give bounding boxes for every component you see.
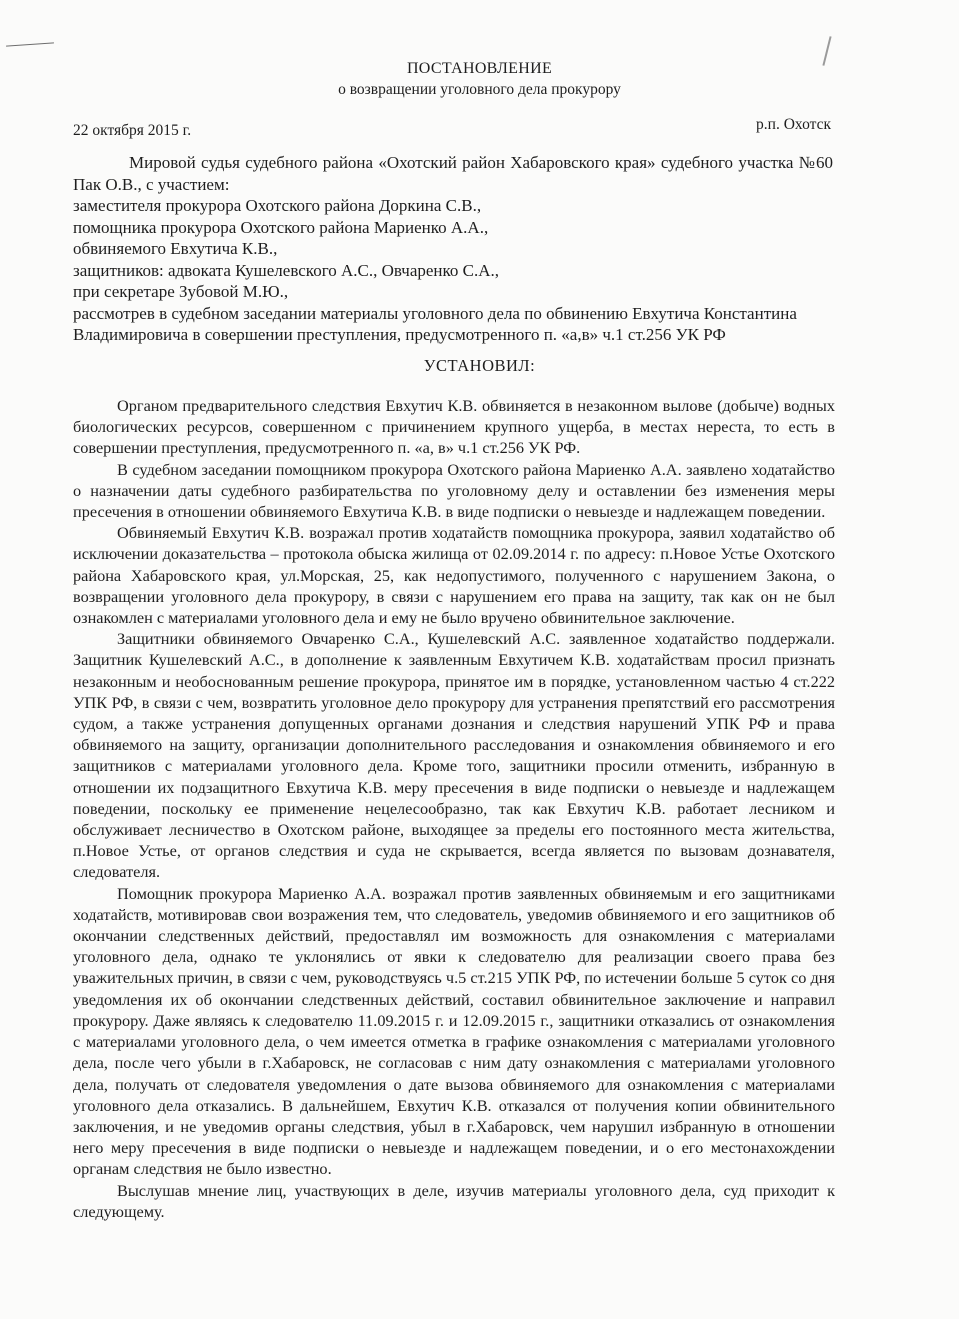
scan-artifact-mark [6,42,54,46]
document-date: 22 октября 2015 г. [73,122,192,139]
document-place: р.п. Охотск [756,116,831,133]
intro-line: рассмотрев в судебном заседании материалы уголовного дела по обвинению Евхутича Константина [73,303,797,323]
intro-line: при секретаре Зубовой М.Ю., [73,282,289,301]
document-body [73,395,835,1222]
intro-line: обвиняемого Евхутича К.В., [73,239,278,258]
intro-block [73,152,833,346]
intro-line: помощника прокурора Охотского района Мариенко А.А., [73,217,489,237]
body-paragraph: Выслушав мнение лиц, участвующих в деле, изучив материалы уголовного дела, суд приходит к следующему. [73,1180,835,1221]
intro-line: заместителя прокурора Охотского района Доркина С.В., [73,196,482,215]
intro-line: защитников: адвоката Кушелевского А.С., Овчаренко С.А., [73,260,500,280]
document-title: ПОСТАНОВЛЕНИЕ [406,60,553,77]
body-paragraph: В судебном заседании помощником прокурора Охотского района Мариенко А.А. заявлено ходатайство о назначении даты судебного разбирательства по уголовному делу и оставлении без изменения меры пресечения в отношении обвиняемого Евхутича К.В. в виде подписки о невыезде и надлежащем поведении. [73,459,835,522]
body-paragraph: Помощник прокурора Мариенко А.А. возражал против заявленных обвиняемым и его защитниками ходатайств, мотивировав свои возражения тем, что следователь, уведомив обвиняемого и его защитников об окончании следственных действий, предоставлял им возможность для ознакомления с материалами уголовного дела, однако те уклонялись от явки к следователю для реализации своего права без уважительных причин, в связи с чем, руководствуясь ч.5 ст.215 УПК РФ, по истечении больше 5 суток со дня уведомления их об окончании следственных действий, составил обвинительное заключение и направил прокурору. Даже являясь к следователю 11.09.2015 г. и 12.09.2015 г., защитники отказались от ознакомления с материалами уголовного дела, о чем имеется отметка в графике ознакомления с материалами уголовного дела, после чего убыли в г.Хабаровск, не согласовав с ним дату ознакомления с материалами уголовного дела, получать от следователя уведомления о дате вызова обвиняемого для ознакомления с материалами уголовного дела отказались. В дальнейшем, Евхутич К.В. отказался от получения копии обвинительного заключения, и не уведомив органы следствия, убыл в г.Хабаровск, чем нарушил избранную в отношении него меру пресечения в виде подписки о невыезде и надлежащем поведении, и о его местонахождении органам следствия не было известно. [73,883,835,1179]
document-subtitle: о возвращении уголовного дела прокурору [338,81,621,98]
body-paragraph: Обвиняемый Евхутич К.В. возражал против ходатайств помощника прокурора, заявил ходатайство об исключении доказательства – протокола обыска жилища от 02.09.2014 г. по адресу: п.Новое Устье Охотского района Хабаровского края, ул.Морская, 25, как недопустимого, полученного с нарушением Закона, о возвращении уголовного дела прокурору, в связи с нарушением его права на защиту, так как он не был ознакомлен с материалами уголовного дела и ему не было вручено обвинительное заключение. [73,523,835,628]
section-heading: УСТАНОВИЛ: [423,356,536,375]
intro-first-paragraph: Мировой судья судебного района «Охотский район Хабаровского края» судебного участка №60 Пак О.В., с участием: [73,153,833,194]
intro-line: Владимировича в совершении преступления, предусмотренного п. «а,в» ч.1 ст.256 УК РФ [73,325,726,344]
body-paragraph: Защитники обвиняемого Овчаренко С.А., Кушелевский А.С. заявленное ходатайство поддержали. Защитник Кушелевский А.С., в дополнение к заявленным Евхутичем К.В. ходатайствам просил признать незаконным и необоснованным решение прокурора, принятое им в порядке, установленном частью 4 ст.222 УПК РФ, в связи с чем, возвратить уголовное дело прокурору для устранения препятствий его рассмотрения судом, а также устранения допущенных органами дознания и следствия нарушений УПК РФ и права обвиняемого на защиту, организации дополнительного расследования и ознакомления обвиняемого и его защитников с материалами уголовного дела. Кроме того, защитники просили отменить, избранную в отношении их подзащитного Евхутича К.В. меру пресечения в виде подписки о невыезде и надлежащем поведении, поскольку ее применение нецелесообразно, так как Евхутич К.В. работает лесником и обслуживает лесничество в Охотском районе, выходящее за пределы его постоянного места жительства, п.Новое Устье, от органов следствия и суда не скрывается, всегда является по вызовам дознавателя, следователя. [73,629,835,882]
body-paragraph: Органом предварительного следствия Евхутич К.В. обвиняется в незаконном вылове (добыче) водных биологических ресурсов, совершенном с причинением крупного ущерба, в местах нереста, то есть в совершении преступления, предусмотренного п. «а, в» ч.1 ст.256 УК РФ. [73,396,835,458]
